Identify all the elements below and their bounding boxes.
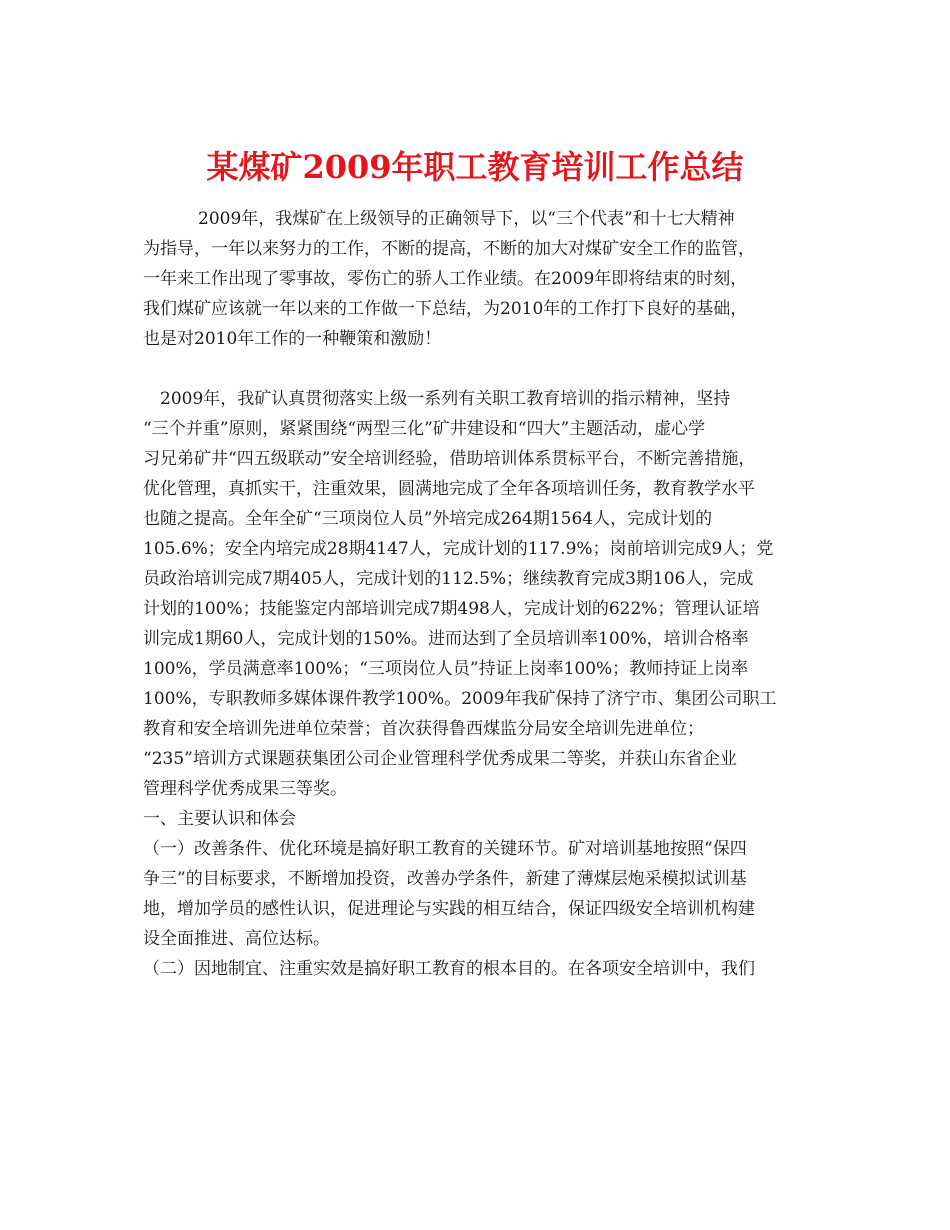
paragraph-summary <box>143 384 823 804</box>
text-line: 100%，学员满意率100%；“三项岗位人员”持证上岗率100%；教师持证上岗率 <box>143 659 749 679</box>
paragraph-point-two <box>143 954 823 984</box>
text-line: 105.6%；安全内培完成28期4147人，完成计划的117.9%；岗前培训完成9人；党 <box>143 539 774 559</box>
section-heading <box>143 804 823 834</box>
text-line: 也是对2010年工作的一种鞭策和激励！ <box>143 329 442 349</box>
text-line: 设全面推进、高位达标。 <box>143 929 330 949</box>
text-line: 习兄弟矿井“四五级联动”安全培训经验，借助培训体系贯标平台，不断完善措施， <box>143 449 756 469</box>
text-line: “三个并重”原则，紧紧围绕“两型三化”矿井建设和“四大”主题活动，虚心学 <box>143 419 706 439</box>
text-line: 计划的100%；技能鉴定内部培训完成7期498人，完成计划的622%；管理认证培 <box>143 599 760 619</box>
text-line: 2009年，我煤矿在上级领导的正确领导下，以“三个代表”和十七大精神 <box>198 209 735 229</box>
text-line: 训完成1期60人，完成计划的150%。进而达到了全员培训率100%，培训合格率 <box>143 629 749 649</box>
paragraph-point-one <box>143 834 823 954</box>
text-line: 优化管理，真抓实干，注重效果，圆满地完成了全年各项培训任务，教育教学水平 <box>143 479 755 499</box>
text-line: （一）改善条件、优化环境是搞好职工教育的关键环节。矿对培训基地按照“保四 <box>143 839 747 859</box>
text-line: 员政治培训完成7期405人，完成计划的112.5%；继续教育完成3期106人，完成 <box>143 569 754 589</box>
text-line: 争三”的目标要求，不断增加投资，改善办学条件，新建了薄煤层炮采模拟试训基 <box>143 869 747 889</box>
text-line: 一年来工作出现了零事故，零伤亡的骄人工作业绩。在2009年即将结束的时刻， <box>143 269 748 289</box>
paragraph-intro <box>143 204 823 354</box>
text-line: “235”培训方式课题获集团公司企业管理科学优秀成果二等奖，并获山东省企业 <box>143 749 737 769</box>
text-line: 也随之提高。全年全矿“三项岗位人员”外培完成264期1564人，完成计划的 <box>143 509 713 529</box>
document-title: 某煤矿2009年职工教育培训工作总结 <box>206 148 744 187</box>
text-line: 我们煤矿应该就一年以来的工作做一下总结，为2010年的工作打下良好的基础， <box>143 299 748 319</box>
text-line: 管理科学优秀成果三等奖。 <box>143 779 347 799</box>
text-line: 100%，专职教师多媒体课件教学100%。2009年我矿保持了济宁市、集团公司职工 <box>143 689 777 709</box>
text-line: 2009年，我矿认真贯彻落实上级一系列有关职工教育培训的指示精神，坚持 <box>160 389 731 409</box>
text-line: 地，增加学员的感性认识，促进理论与实践的相互结合，保证四级安全培训机构建 <box>143 899 755 919</box>
section-heading-text: 一、主要认识和体会 <box>143 809 296 829</box>
text-line: 教育和安全培训先进单位荣誉；首次获得鲁西煤监分局安全培训先进单位； <box>143 719 704 739</box>
text-line: （二）因地制宜、注重实效是搞好职工教育的根本目的。在各项安全培训中，我们 <box>143 959 755 979</box>
text-line: 为指导，一年以来努力的工作，不断的提高，不断的加大对煤矿安全工作的监管， <box>143 239 755 259</box>
